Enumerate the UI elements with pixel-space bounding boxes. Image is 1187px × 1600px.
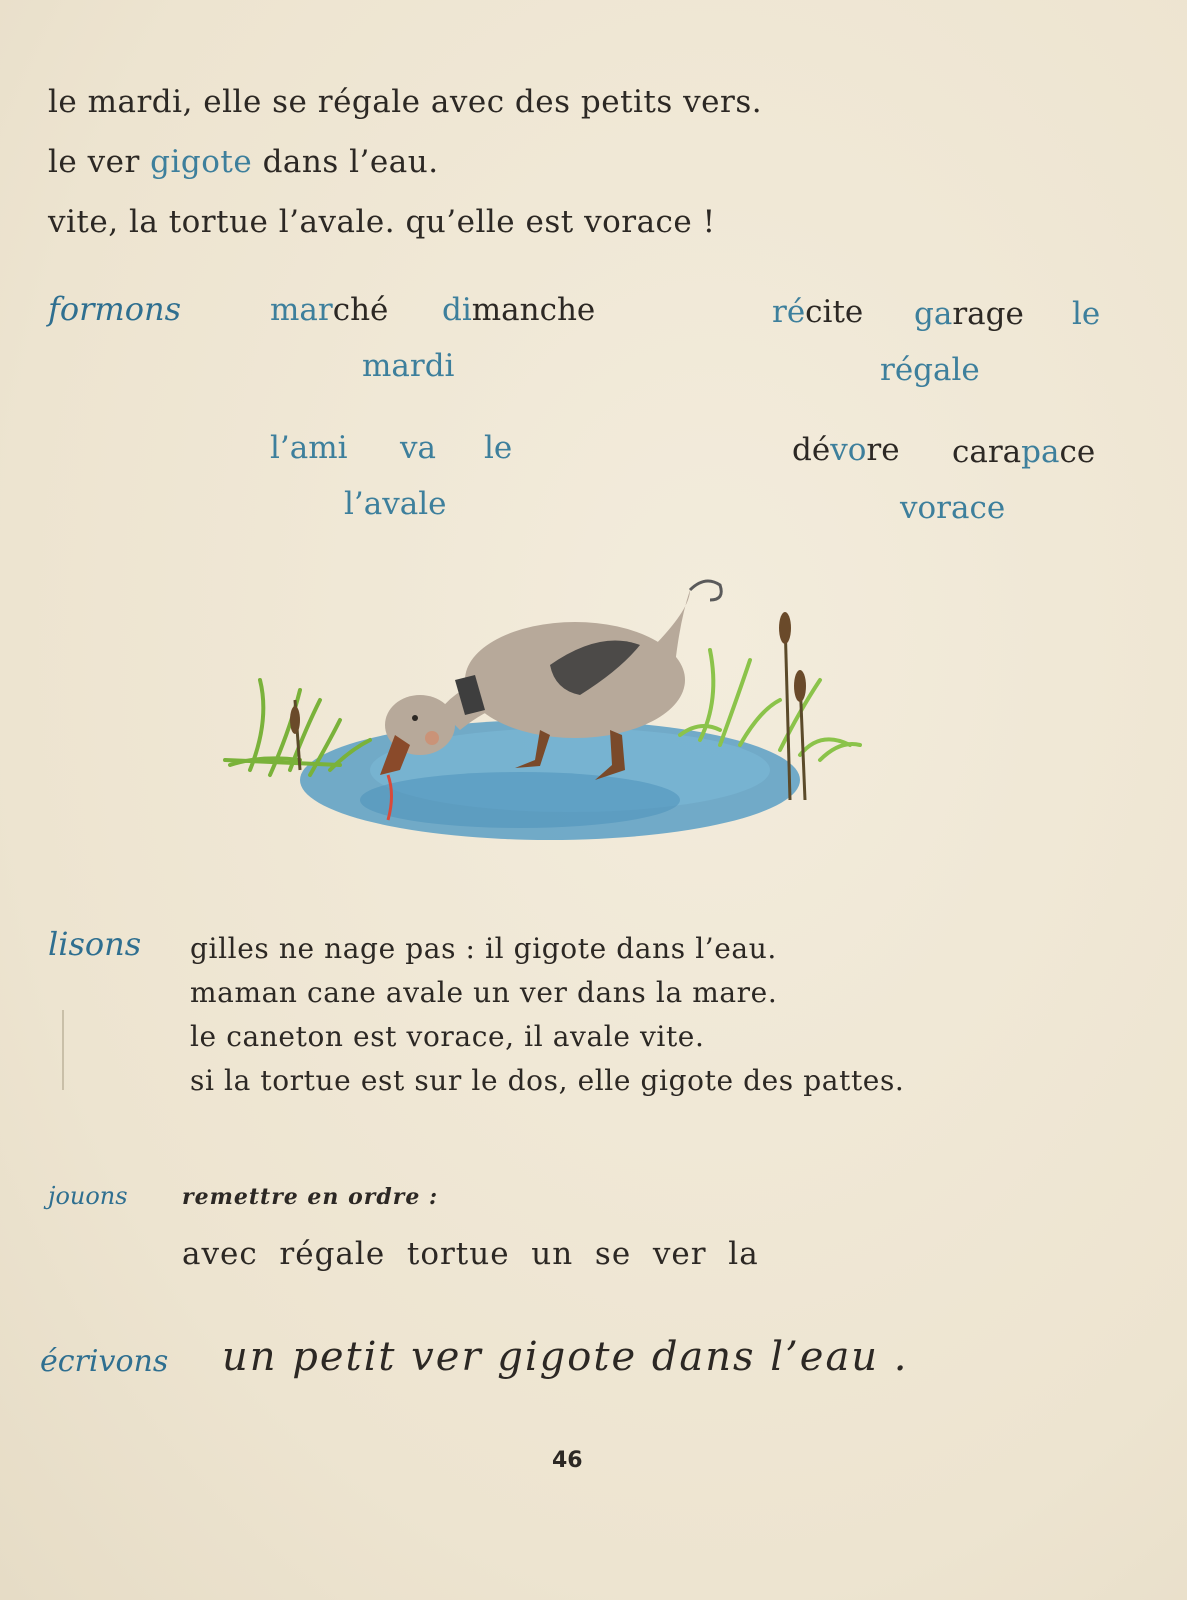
syllable: cara (952, 434, 1022, 470)
intro-text: dans l’eau. (252, 144, 439, 180)
lisons-line-1: gilles ne nage pas : il gigote dans l’eau. (190, 932, 777, 965)
syllable: dé (792, 432, 831, 468)
syllable: vo (830, 432, 867, 468)
word-va: va (400, 430, 436, 466)
syllable: re (866, 432, 900, 468)
section-label-jouons: jouons (48, 1182, 128, 1210)
section-label-formons: formons (48, 290, 182, 328)
jouons-words: avec régale tortue un se ver la (182, 1236, 759, 1272)
syllable: rage (952, 296, 1024, 332)
word-lavale: l’avale (344, 486, 447, 522)
lisons-line-4: si la tortue est sur le dos, elle gigote des pattes. (190, 1064, 905, 1097)
word-devore (792, 432, 900, 468)
syllable: pa (1021, 434, 1060, 470)
intro-text: le ver (48, 144, 151, 180)
word-vorace: vorace (900, 490, 1006, 526)
word-recite (772, 294, 863, 330)
syllable: ré (772, 294, 806, 330)
syllable: di (442, 292, 472, 328)
word-carapace (952, 434, 1095, 470)
section-label-lisons: lisons (48, 925, 142, 963)
page-number: 46 (552, 1448, 583, 1473)
lisons-line-3: le caneton est vorace, il avale vite. (190, 1020, 705, 1053)
intro-line-3: vite, la tortue l’avale. qu’elle est vorace ! (48, 204, 716, 240)
word-garage (914, 296, 1024, 332)
word-lami: l’ami (270, 430, 348, 466)
word-dimanche (442, 292, 595, 328)
section-label-ecrivons: écrivons (40, 1344, 169, 1379)
syllable: cite (805, 294, 864, 330)
highlight-word: gigote (150, 144, 253, 180)
syllable: ga (914, 296, 953, 332)
syllable: ce (1059, 434, 1096, 470)
lisons-line-2: maman cane avale un ver dans la mare. (190, 976, 778, 1009)
syllable: ché (332, 292, 389, 328)
syllable: manche (471, 292, 596, 328)
intro-line-1: le mardi, elle se régale avec des petits vers. (48, 84, 763, 120)
duck-illustration (220, 570, 890, 880)
word-marche (270, 292, 388, 328)
ecrivons-cursive-text: un petit ver gigote dans l’eau . (222, 1334, 909, 1380)
word-le: le (484, 430, 513, 466)
syllable: mar (270, 292, 333, 328)
jouons-instruction: remettre en ordre : (182, 1184, 439, 1210)
word-mardi: mardi (362, 348, 455, 384)
margin-rule (62, 1010, 64, 1090)
word-regale: régale (880, 352, 980, 388)
word-le-right: le (1072, 296, 1101, 332)
intro-line-2 (48, 144, 439, 180)
